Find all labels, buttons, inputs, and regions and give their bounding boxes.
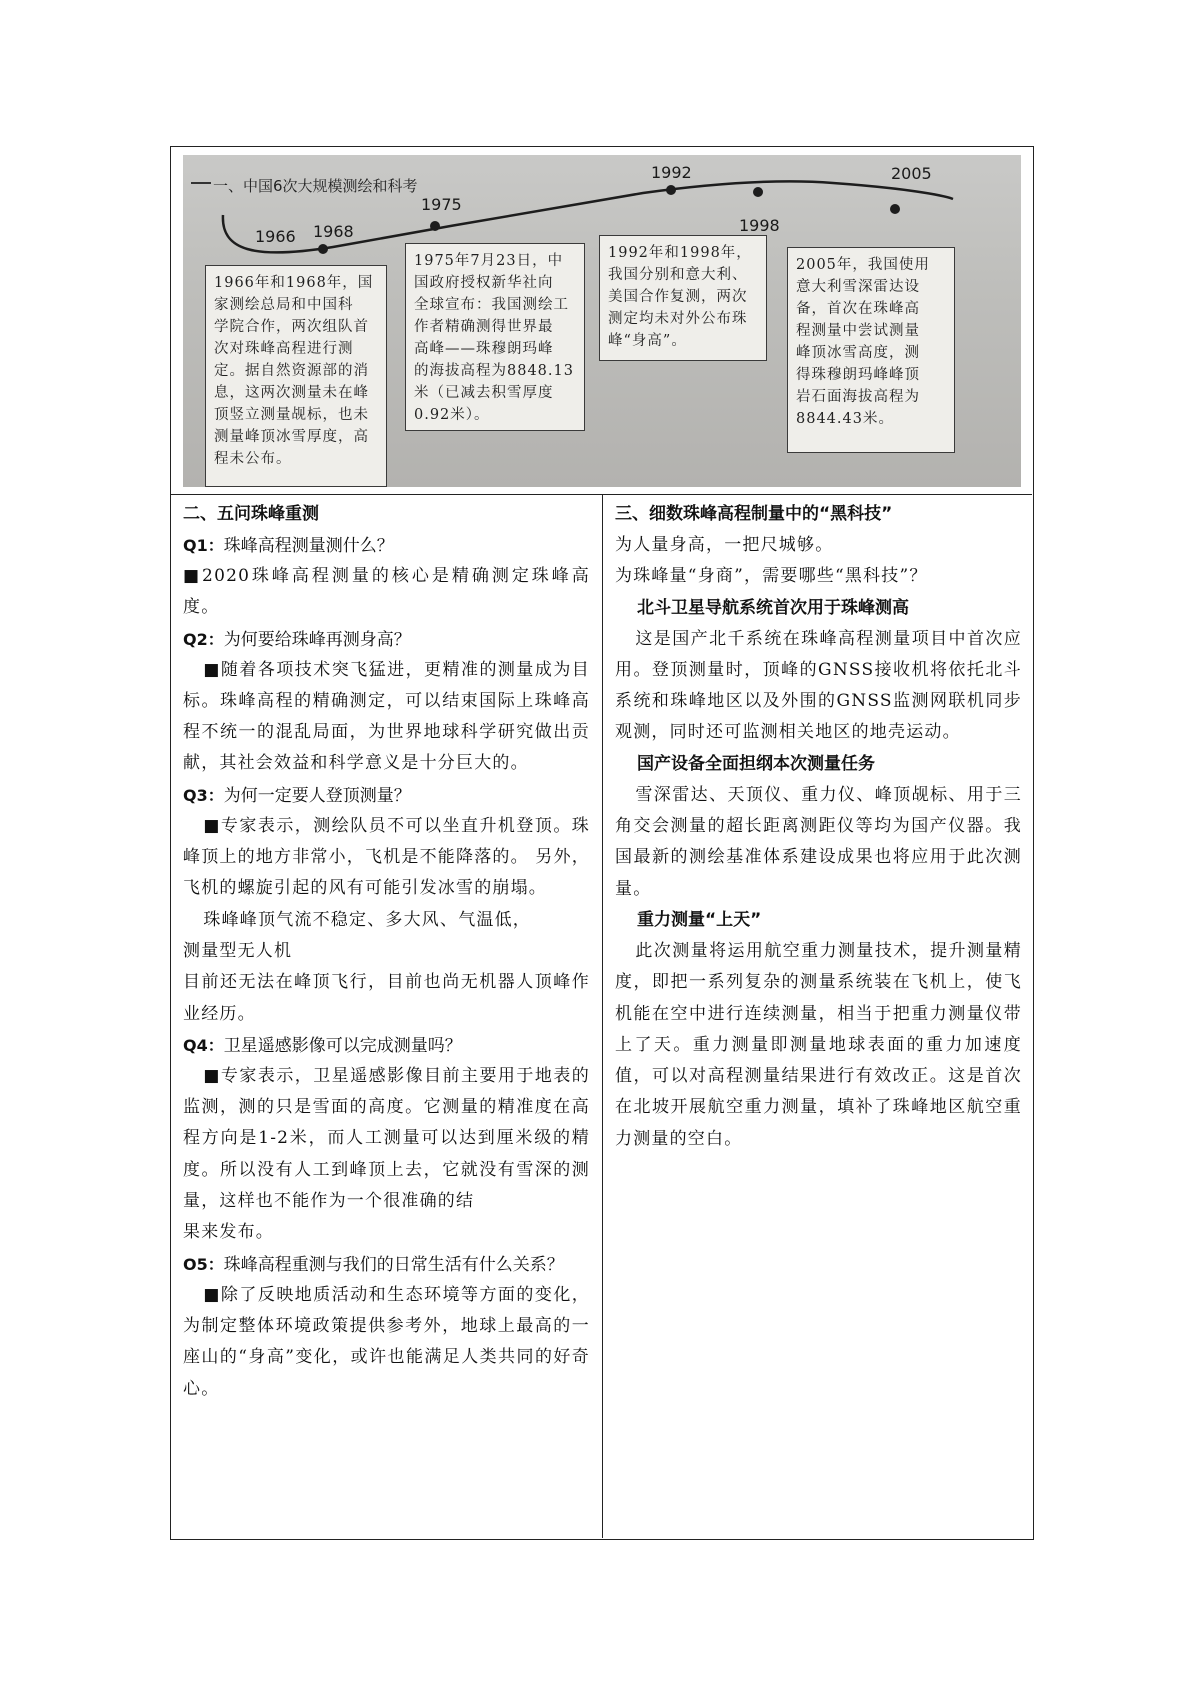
q4-text: 卫星遥感影像可以完成测量吗？ bbox=[223, 1035, 462, 1056]
year-1975: 1975 bbox=[421, 195, 462, 214]
timeline-title: 一、中国6次大规模测绘和科考 bbox=[213, 177, 418, 195]
intro-line-2: 为珠峰量“身商”，需要哪些“黑科技”？ bbox=[615, 566, 928, 587]
timeline-dot-1998 bbox=[753, 187, 763, 197]
q2-label: Q2： bbox=[183, 629, 224, 649]
five-questions-column bbox=[171, 495, 603, 1538]
q3 bbox=[183, 780, 590, 811]
gravity-subtitle: 重力测量“上天” bbox=[637, 909, 762, 930]
answer-3b-line-1: 珠峰峰顶气流不稳定、多大风、气温低， bbox=[203, 909, 531, 930]
domestic-equipment-subtitle: 国产设备全面担纲本次测量任务 bbox=[637, 753, 875, 774]
q1-label: Q1： bbox=[183, 536, 224, 555]
q5-text: 珠峰高程重测与我们的日常生活有什么关系？ bbox=[223, 1254, 564, 1275]
answer-3: ■专家表示，测绘队员不可以坐直升机登顶。珠峰顶上的地方非常小，飞机是不能降落的。 另外，飞机的螺旋引起的风有可能引发冰雪的崩塌。 bbox=[183, 815, 591, 899]
beidou-paragraph: 这是国产北千系统在珠峰高程测量项目中首次应用。登顶测量时，顶峰的GNSS接收机将依托北斗系统和珠峰地区以及外围的GNSS监测网联机同步观测，同时还可监测相关地区的地壳运动。 bbox=[615, 628, 1022, 743]
q2-text: 为何要给珠峰再测身高？ bbox=[223, 629, 411, 650]
timeline-photo bbox=[183, 155, 1021, 487]
timeline-dot-1975 bbox=[430, 221, 440, 231]
document-table bbox=[170, 146, 1034, 1540]
answer-2: ■随着各项技术突飞猛进，更精准的测量成为目标。珠峰高程的精确测定，可以结束国际上珠峰高程不统一的混乱局面，为世界地球科学研究做出贡献，其社会效益和科学意义是十分巨大的。 bbox=[183, 659, 590, 774]
card-1992-1998: 1992年和1998年， 我国分别和意大利、 美国合作复测，两次 测定均未对外公布珠 峰“身高”。 bbox=[599, 235, 767, 361]
domestic-equipment-paragraph: 雪深雷达、天顶仪、重力仪、峰顶觇标、用于三角交会测量的超长距离测距仪等均为国产仪器。我国最新的测绘基准体系建设成果也将应用于此次测量。 bbox=[615, 784, 1022, 899]
q2 bbox=[183, 624, 590, 655]
answer-5: ■除了反映地质活动和生态环境等方面的变化，为制定整体环境政策提供参考外，地球上最高的一座山的“身高”变化，或许也能满足人类共同的好奇心。 bbox=[183, 1284, 590, 1399]
q3-text: 为何一定要人登顶测量？ bbox=[223, 785, 411, 806]
year-1998: 1998 bbox=[739, 216, 780, 235]
gravity-paragraph: 此次测量将运用航空重力测量技术，提升测量精度，即把一系列复杂的测量系统装在飞机上，使飞机能在空中进行连续测量，相当于把重力测量仪带上了天。重力测量即测量地球表面的重力加速度值，可以对高程测量结果进行有效改正。这是首次在北坡开展航空重力测量，填补了珠峰地区航空重力测量的空白。 bbox=[615, 940, 1022, 1149]
q5 bbox=[183, 1249, 590, 1280]
intro-line-1: 为人量身高，一把尺城够。 bbox=[615, 535, 834, 555]
year-1992: 1992 bbox=[651, 163, 692, 182]
q5-label: O5： bbox=[183, 1254, 224, 1274]
year-1968: 1968 bbox=[313, 222, 354, 241]
q1 bbox=[183, 530, 590, 561]
answer-1: ■2020珠峰高程测量的核心是精确测定珠峰高度。 bbox=[183, 566, 590, 618]
q4 bbox=[183, 1030, 590, 1061]
black-tech-column bbox=[603, 495, 1032, 1538]
answer-4: ■专家表示，卫星遥感影像目前主要用于地表的监测，测的只是雪面的高度。它测量的精准度在高程方向是1-2米，而人工测量可以达到厘米级的精度。所以没有人工到峰顶上去，它就没有雪深的测量，这样也不能作为一个很准确的结 bbox=[183, 1065, 590, 1212]
year-2005: 2005 bbox=[891, 164, 932, 183]
q4-label: Q4： bbox=[183, 1035, 224, 1055]
timeline-dot-1992 bbox=[666, 185, 676, 195]
black-tech-title: 三、细数珠峰高程制量中的“黑科技” bbox=[615, 504, 893, 524]
timeline-dot-1968 bbox=[318, 244, 328, 254]
answer-4b: 果来发布。 bbox=[183, 1222, 274, 1243]
year-1966: 1966 bbox=[255, 227, 296, 246]
beidou-subtitle: 北斗卫星导航系统首次用于珠峰测高 bbox=[637, 597, 909, 618]
card-1975: 1975年7月23日，中 国政府授权新华社向 全球宣布：我国测绘工 作者精确测得世界最 高峰——珠穆朗玛峰 的海拔高程为8848.13 米（已减去积雪厚度 0.92米）。 bbox=[405, 243, 585, 431]
card-1966-1968: 1966年和1968年，国 家测绘总局和中国科 学院合作，两次组队首 次对珠峰高程进行测 定。据自然资源部的消 息，这两次测量未在峰 顶竖立测量觇标，也未 测量峰顶冰雪厚度，高 程未公布。 bbox=[205, 265, 387, 487]
q1-text: 珠峰高程测量测什么？ bbox=[223, 536, 394, 556]
answer-3b-line-3: 目前还无法在峰顶飞行，目前也尚无机器人顶峰作业经历。 bbox=[183, 972, 590, 1024]
answer-3b-line-2: 测量型无人机 bbox=[183, 940, 293, 961]
timeline-row bbox=[171, 147, 1032, 495]
q3-label: Q3： bbox=[183, 785, 224, 805]
five-questions-title: 二、五问珠峰重测 bbox=[183, 504, 319, 524]
timeline-dot-2005 bbox=[890, 204, 900, 214]
card-2005: 2005年，我国使用 意大利雪深雷达设 备，首次在珠峰高 程测量中尝试测量 峰顶冰雪高度，测 得珠穆朗玛峰峰顶 岩石面海拔高程为 8844.43米。 bbox=[787, 247, 955, 453]
